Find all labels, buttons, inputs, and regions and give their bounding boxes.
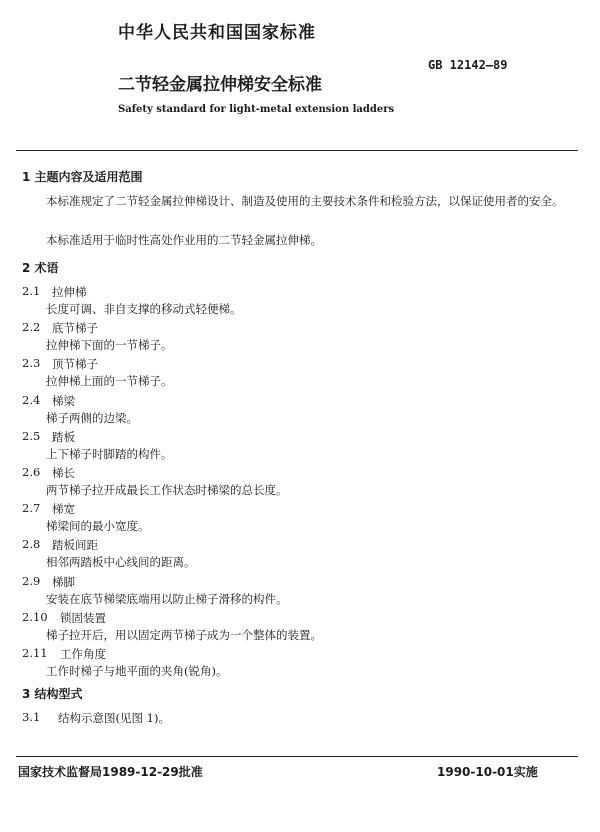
national-standard-heading: 中华人民共和国国家标准 bbox=[118, 23, 316, 43]
term-definition: 梯子两侧的边梁。 bbox=[46, 410, 138, 425]
approval-date: 国家技术监督局1989-12-29批准 bbox=[18, 765, 203, 779]
term-definition: 拉伸梯下面的一节梯子。 bbox=[46, 338, 173, 353]
term-number: 2.9 bbox=[22, 573, 41, 588]
effective-date: 1990-10-01实施 bbox=[437, 765, 538, 779]
term-title: 底节梯子 bbox=[52, 321, 98, 336]
standard-number: GB 12142—89 bbox=[428, 58, 508, 72]
term-number: 2.8 bbox=[22, 537, 41, 552]
term-title: 梯宽 bbox=[52, 502, 75, 517]
term-number: 2.2 bbox=[22, 320, 41, 335]
term-title: 踏板间距 bbox=[52, 538, 98, 553]
term-title: 梯梁 bbox=[52, 393, 75, 408]
document-title-english: Safety standard for light-metal extension ladders bbox=[118, 104, 395, 115]
term-title: 锁固装置 bbox=[60, 610, 106, 625]
section-1-heading: 1 主题内容及适用范围 bbox=[22, 170, 143, 184]
document-title: 二节轻金属拉伸梯安全标准 bbox=[118, 75, 322, 95]
term-title: 梯脚 bbox=[52, 574, 75, 589]
header-divider bbox=[16, 150, 578, 151]
term-definition: 两节梯子拉开成最长工作状态时梯梁的总长度。 bbox=[46, 483, 288, 497]
term-definition: 梯梁间的最小宽度。 bbox=[46, 519, 150, 534]
term-definition: 长度可调、非自支撑的移动式轻便梯。 bbox=[46, 302, 242, 316]
term-title: 工作角度 bbox=[60, 647, 106, 661]
term-title: 梯长 bbox=[52, 466, 75, 480]
term-title: 踏板 bbox=[52, 429, 75, 444]
section-3-item-text: 结构示意图(见图 1)。 bbox=[58, 711, 170, 725]
term-definition: 相邻两踏板中心线间的距离。 bbox=[46, 555, 196, 570]
term-number: 2.10 bbox=[22, 609, 48, 624]
section-3-item-number: 3.1 bbox=[22, 710, 41, 724]
term-definition: 上下梯子时脚踏的构件。 bbox=[46, 446, 173, 461]
term-definition: 工作时梯子与地平面的夹角(锐角)。 bbox=[46, 664, 228, 678]
term-number: 2.1 bbox=[22, 284, 41, 298]
term-number: 2.3 bbox=[22, 356, 41, 371]
term-number: 2.4 bbox=[22, 392, 41, 407]
term-title: 拉伸梯 bbox=[52, 285, 87, 299]
term-definition: 拉伸梯上面的一节梯子。 bbox=[46, 374, 173, 389]
term-number: 2.6 bbox=[22, 465, 41, 479]
term-title: 顶节梯子 bbox=[52, 357, 98, 372]
term-number: 2.5 bbox=[22, 428, 41, 443]
term-number: 2.11 bbox=[22, 646, 48, 660]
section-1-paragraph-1: 本标准规定了二节轻金属拉伸梯设计、制造及使用的主要技术条件和检验方法，以保证使用者的安全。 bbox=[46, 194, 564, 208]
section-1-paragraph-2: 本标准适用于临时性高处作业用的二节轻金属拉伸梯。 bbox=[46, 233, 322, 247]
term-definition: 梯子拉开后，用以固定两节梯子成为一个整体的装置。 bbox=[46, 627, 322, 642]
section-3-heading: 3 结构型式 bbox=[22, 687, 83, 701]
section-2-heading: 2 术语 bbox=[22, 261, 59, 275]
footer-divider bbox=[16, 756, 578, 757]
term-definition: 安装在底节梯梁底端用以防止梯子滑移的构件。 bbox=[46, 591, 288, 606]
term-number: 2.7 bbox=[22, 501, 41, 516]
